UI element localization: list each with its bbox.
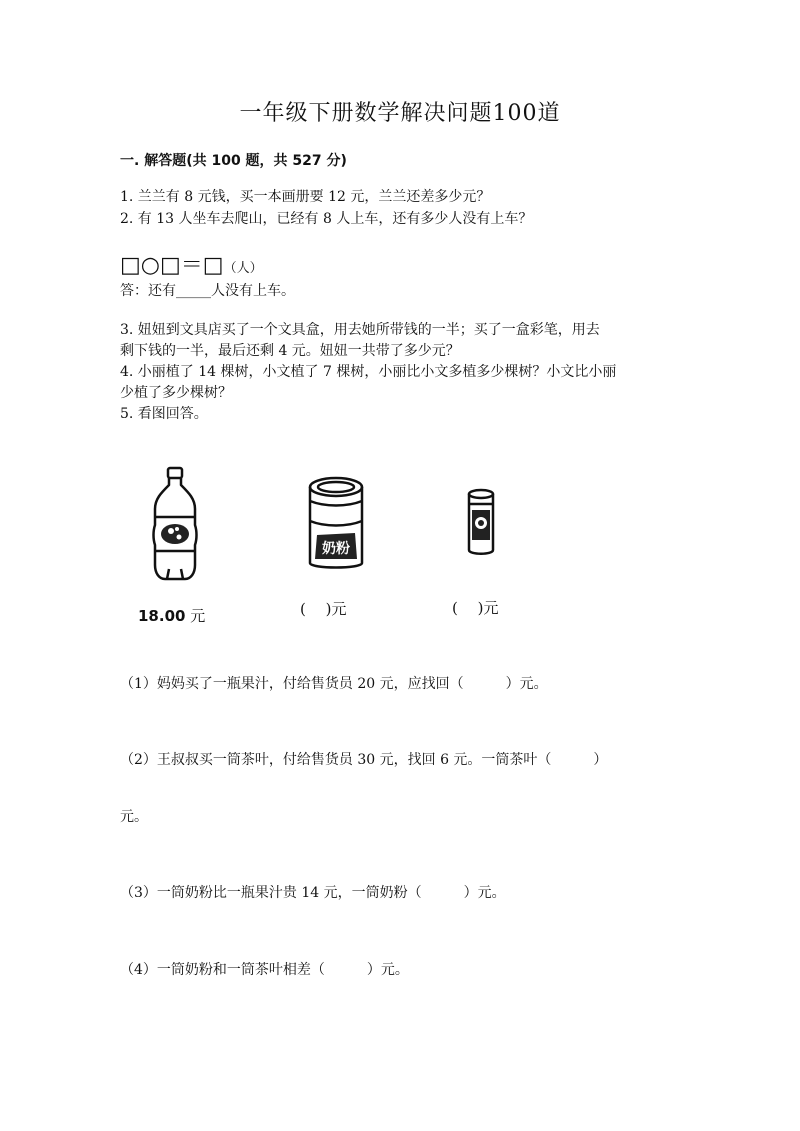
question-5: 5. 看图回答。 — [120, 406, 208, 422]
equation-symbols: □○□＝□ — [120, 253, 224, 278]
page-title: 一年级下册数学解决问题100道 — [239, 101, 561, 126]
price-label-tea — [452, 597, 499, 618]
tea-can-icon — [465, 488, 497, 558]
price-value-juice: 18.00 — [138, 607, 186, 625]
subquestion-1: （1）妈妈买了一瓶果汁，付给售货员 20 元，应找回（ ）元。 — [120, 676, 548, 692]
question-1: 1. 兰兰有 8 元钱，买一本画册要 12 元，兰兰还差多少元？ — [120, 189, 491, 205]
question-3-line-2: 剩下钱的一半，最后还剩 4 元。妞妞一共带了多少元？ — [120, 343, 460, 359]
price-label-milk — [300, 598, 347, 619]
subquestion-3: （3）一筒奶粉比一瓶果汁贵 14 元，一筒奶粉（ ）元。 — [120, 885, 506, 901]
price-blank-tea: ( ) — [452, 599, 484, 617]
price-label-juice — [138, 605, 205, 626]
can-label: 奶粉 — [322, 541, 350, 557]
equation-unit: （人） — [223, 261, 263, 276]
question-4-line-2: 少植了多少棵树？ — [120, 385, 232, 401]
question-2: 2. 有 13 人坐车去爬山，已经有 8 人上车，还有多少人没有上车？ — [120, 211, 533, 227]
subquestion-4: （4）一筒奶粉和一筒茶叶相差（ ）元。 — [120, 962, 409, 978]
price-unit-juice: 元 — [190, 607, 206, 625]
milk-powder-can-icon — [305, 475, 367, 575]
subquestion-2-line-1: （2）王叔叔买一筒茶叶，付给售货员 30 元，找回 6 元。一筒茶叶（ ） — [120, 752, 608, 768]
question-3-line-1: 3. 妞妞到文具店买了一个文具盒，用去她所带钱的一半；买了一盒彩笔，用去 — [120, 322, 600, 338]
price-blank-milk: ( ) — [300, 600, 332, 618]
price-unit-milk: 元 — [331, 600, 347, 618]
question-4-line-1: 4. 小丽植了 14 棵树，小文植了 7 棵树，小丽比小文多植多少棵树？小文比小丽 — [120, 364, 617, 380]
price-unit-tea: 元 — [483, 599, 499, 617]
section-heading: 一. 解答题(共 100 题，共 527 分) — [120, 153, 347, 169]
equation-template — [120, 253, 263, 282]
juice-bottle-icon — [145, 465, 205, 585]
subquestion-2-line-2: 元。 — [120, 809, 148, 825]
question-2-answer: 答：还有_____人没有上车。 — [120, 283, 295, 299]
